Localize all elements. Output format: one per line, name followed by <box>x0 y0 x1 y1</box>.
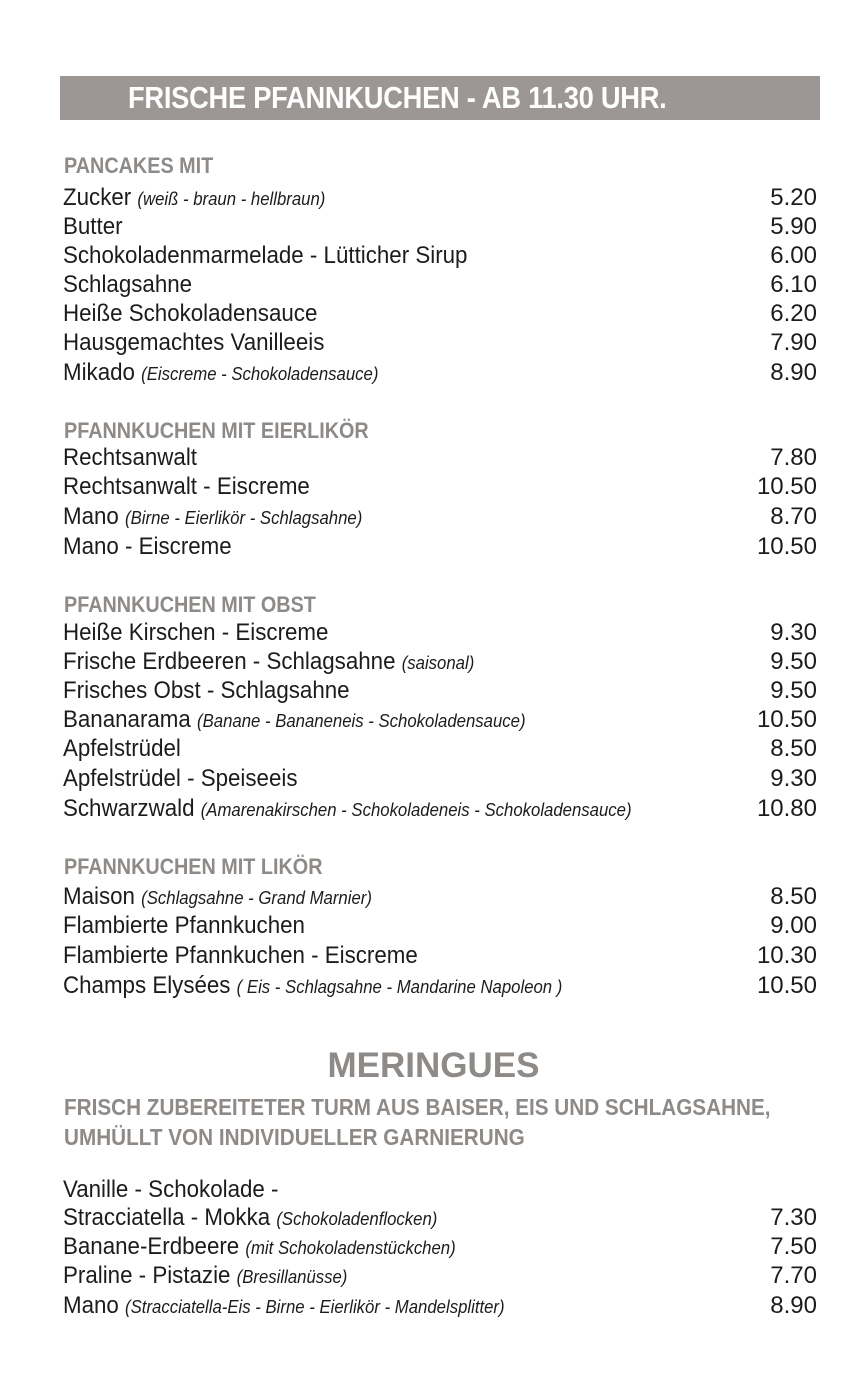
item-price: 9.30 <box>770 765 817 792</box>
menu-item: Maison (Schlagsahne - Grand Marnier) 8.50 <box>63 883 817 910</box>
item-price: 8.90 <box>770 359 817 386</box>
item-price: 6.00 <box>770 242 817 269</box>
menu-item: Schlagsahne 6.10 <box>63 271 817 298</box>
item-price: 8.50 <box>770 735 817 762</box>
item-price: 10.50 <box>756 533 817 560</box>
menu-item: Flambierte Pfannkuchen - Eiscreme 10.30 <box>63 942 817 969</box>
menu-item: Rechtsanwalt 7.80 <box>63 444 817 471</box>
menu-item: Rechtsanwalt - Eiscreme 10.50 <box>63 473 817 500</box>
item-price: 7.50 <box>770 1233 817 1260</box>
item-price: 7.30 <box>770 1204 817 1231</box>
item-price: 6.10 <box>770 271 817 298</box>
menu-item: Zucker (weiß - braun - hellbraun) 5.20 <box>63 184 817 211</box>
item-price: 9.50 <box>770 648 817 675</box>
menu-item: Schokoladenmarmelade - Lütticher Sirup 6.00 <box>63 242 817 269</box>
menu-item: Heiße Kirschen - Eiscreme 9.30 <box>63 619 817 646</box>
item-price: 7.90 <box>770 329 817 356</box>
menu-item: Hausgemachtes Vanilleeis 7.90 <box>63 329 817 356</box>
menu-item: Apfelstrüdel - Speiseeis 9.30 <box>63 765 817 792</box>
meringues-subtitle: FRISCH ZUBEREITETER TURM AUS BAISER, EIS UND SCHLAGSAHNE, UMHÜLLT VON INDIVIDUELLER GARNIERUNG <box>64 1094 771 1150</box>
menu-item: Flambierte Pfannkuchen 9.00 <box>63 912 817 939</box>
item-price: 10.50 <box>756 972 817 999</box>
menu-item: Mano (Birne - Eierlikör - Schlagsahne) 8.70 <box>63 503 817 530</box>
menu-item: Frisches Obst - Schlagsahne 9.50 <box>63 677 817 704</box>
item-price: 7.70 <box>770 1262 817 1289</box>
section-heading-likoer: PFANNKUCHEN MIT LIKÖR <box>64 854 323 879</box>
menu-item: Butter 5.90 <box>63 213 817 240</box>
item-price: 10.50 <box>756 706 817 733</box>
menu-item: Praline - Pistazie (Bresillanüsse) 7.70 <box>63 1262 817 1289</box>
item-price: 10.30 <box>756 942 817 969</box>
banner-title: FRISCHE PFANNKUCHEN - AB 11.30 UHR. <box>128 80 667 115</box>
item-price: 9.30 <box>770 619 817 646</box>
menu-item: Apfelstrüdel 8.50 <box>63 735 817 762</box>
menu-item: Heiße Schokoladensauce 6.20 <box>63 300 817 327</box>
menu-item: Mikado (Eiscreme - Schokoladensauce) 8.90 <box>63 359 817 386</box>
item-price: 10.80 <box>756 795 817 822</box>
menu-item: Stracciatella - Mokka (Schokoladenflocken) 7.30 <box>63 1204 817 1231</box>
item-price: 8.50 <box>770 883 817 910</box>
section-heading-obst: PFANNKUCHEN MIT OBST <box>64 592 316 617</box>
section-heading-pancakes: PANCAKES MIT <box>64 153 214 178</box>
item-price: 5.20 <box>770 184 817 211</box>
item-price: 8.70 <box>770 503 817 530</box>
menu-item: Schwarzwald (Amarenakirschen - Schokoladeneis - Schokoladensauce) 10.80 <box>63 795 817 822</box>
item-price: 9.00 <box>770 912 817 939</box>
section-heading-eierlikoer: PFANNKUCHEN MIT EIERLIKÖR <box>64 418 369 443</box>
menu-item: Mano (Stracciatella-Eis - Birne - Eierlikör - Mandelsplitter) 8.90 <box>63 1292 817 1319</box>
menu-item: Mano - Eiscreme 10.50 <box>63 533 817 560</box>
meringues-intro: Vanille - Schokolade - <box>63 1176 279 1203</box>
menu-item: Frische Erdbeeren - Schlagsahne (saisonal) 9.50 <box>63 648 817 675</box>
menu-item: Bananarama (Banane - Bananeneis - Schokoladensauce) 10.50 <box>63 706 817 733</box>
menu-item: Banane-Erdbeere (mit Schokoladenstückchen) 7.50 <box>63 1233 817 1260</box>
item-price: 9.50 <box>770 677 817 704</box>
item-price: 6.20 <box>770 300 817 327</box>
item-price: 7.80 <box>770 444 817 471</box>
item-price: 5.90 <box>770 213 817 240</box>
meringues-title: MERINGUES <box>327 1046 540 1085</box>
menu-item: Champs Elysées ( Eis - Schlagsahne - Mandarine Napoleon ) 10.50 <box>63 972 817 999</box>
item-price: 10.50 <box>756 473 817 500</box>
item-price: 8.90 <box>770 1292 817 1319</box>
